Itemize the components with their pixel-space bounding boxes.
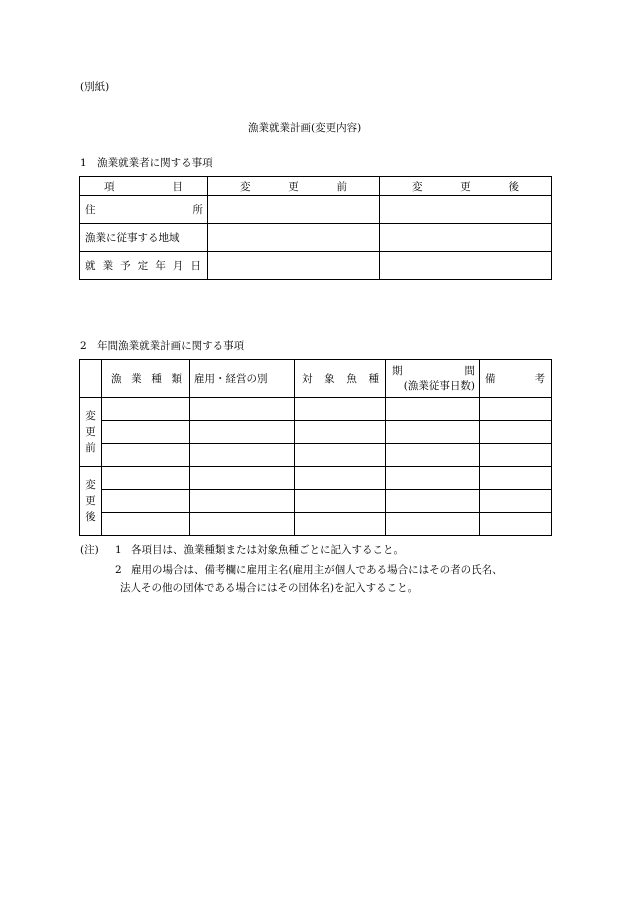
table-row [80,224,552,252]
table-row [80,196,552,224]
header-group-blank [80,360,102,398]
cell[interactable] [386,398,480,421]
header-employment: 雇用・経営の別 [190,360,295,398]
attachment-label: (別紙) [80,81,110,93]
cell[interactable] [102,467,190,490]
address-before-cell[interactable] [208,196,380,224]
cell[interactable] [190,398,295,421]
cell[interactable] [102,513,190,536]
cell[interactable] [295,421,386,444]
cell[interactable] [102,421,190,444]
cell[interactable] [295,490,386,513]
cell[interactable] [386,467,480,490]
header-fishery-type: 漁 業 種 類 [102,360,190,398]
start-date-before-cell[interactable] [208,252,380,280]
header-target-fish: 対 象 魚 種 [295,360,386,398]
start-date-after-cell[interactable] [380,252,552,280]
note-1-number: 1 [115,544,122,556]
cell[interactable] [480,398,552,421]
header-item: 項 目 [80,177,208,196]
group-label-before: 変 更 前 [80,398,102,467]
section1-heading: 1 漁業就業者に関する事項 [80,157,213,169]
cell[interactable] [295,398,386,421]
header-before: 変 更 前 [208,177,380,196]
table-row [80,252,552,280]
table-row [80,444,552,467]
cell[interactable] [295,513,386,536]
cell[interactable] [480,490,552,513]
notes-prefix: (注) [80,544,99,556]
cell[interactable] [480,467,552,490]
row-label-start-date: 就 業 予 定 年 月 日 [80,252,208,280]
cell[interactable] [102,398,190,421]
cell[interactable] [386,444,480,467]
row-label-address: 住 所 [80,196,208,224]
cell[interactable] [190,513,295,536]
table-row [80,421,552,444]
cell[interactable] [190,490,295,513]
cell[interactable] [190,467,295,490]
section2-table [79,359,552,536]
cell[interactable] [295,467,386,490]
table-row [80,467,552,490]
cell[interactable] [190,444,295,467]
cell[interactable] [386,421,480,444]
cell[interactable] [386,490,480,513]
group-label-after: 変 更 後 [80,467,102,536]
fishing-area-before-cell[interactable] [208,224,380,252]
address-after-cell[interactable] [380,196,552,224]
cell[interactable] [480,421,552,444]
fishing-area-after-cell[interactable] [380,224,552,252]
row-label-fishing-area: 漁業に従事する地域 [80,224,208,252]
table-row [80,398,552,421]
header-period: 期 間 (漁業従事日数) [386,360,480,398]
section1-table [79,176,552,280]
cell[interactable] [386,513,480,536]
cell[interactable] [190,421,295,444]
note-2-continuation: 法人その他の団体である場合にはその団体名)を記入すること。 [120,582,419,594]
note-2-number: 2 [115,564,122,576]
header-after: 変 更 後 [380,177,552,196]
page-title: 漁業就業計画(変更内容) [248,122,362,134]
cell[interactable] [102,444,190,467]
header-remarks: 備 考 [480,360,552,398]
table-row [80,490,552,513]
note-2-text: 雇用の場合は、備考欄に雇用主名(雇用主が個人である場合にはその者の氏名、 [131,564,503,576]
section2-heading: 2 年間漁業就業計画に関する事項 [80,340,245,352]
cell[interactable] [480,513,552,536]
cell[interactable] [295,444,386,467]
cell[interactable] [102,490,190,513]
table-row [80,513,552,536]
note-1-text: 各項目は、漁業種類または対象魚種ごとに記入すること。 [131,544,404,556]
cell[interactable] [480,444,552,467]
